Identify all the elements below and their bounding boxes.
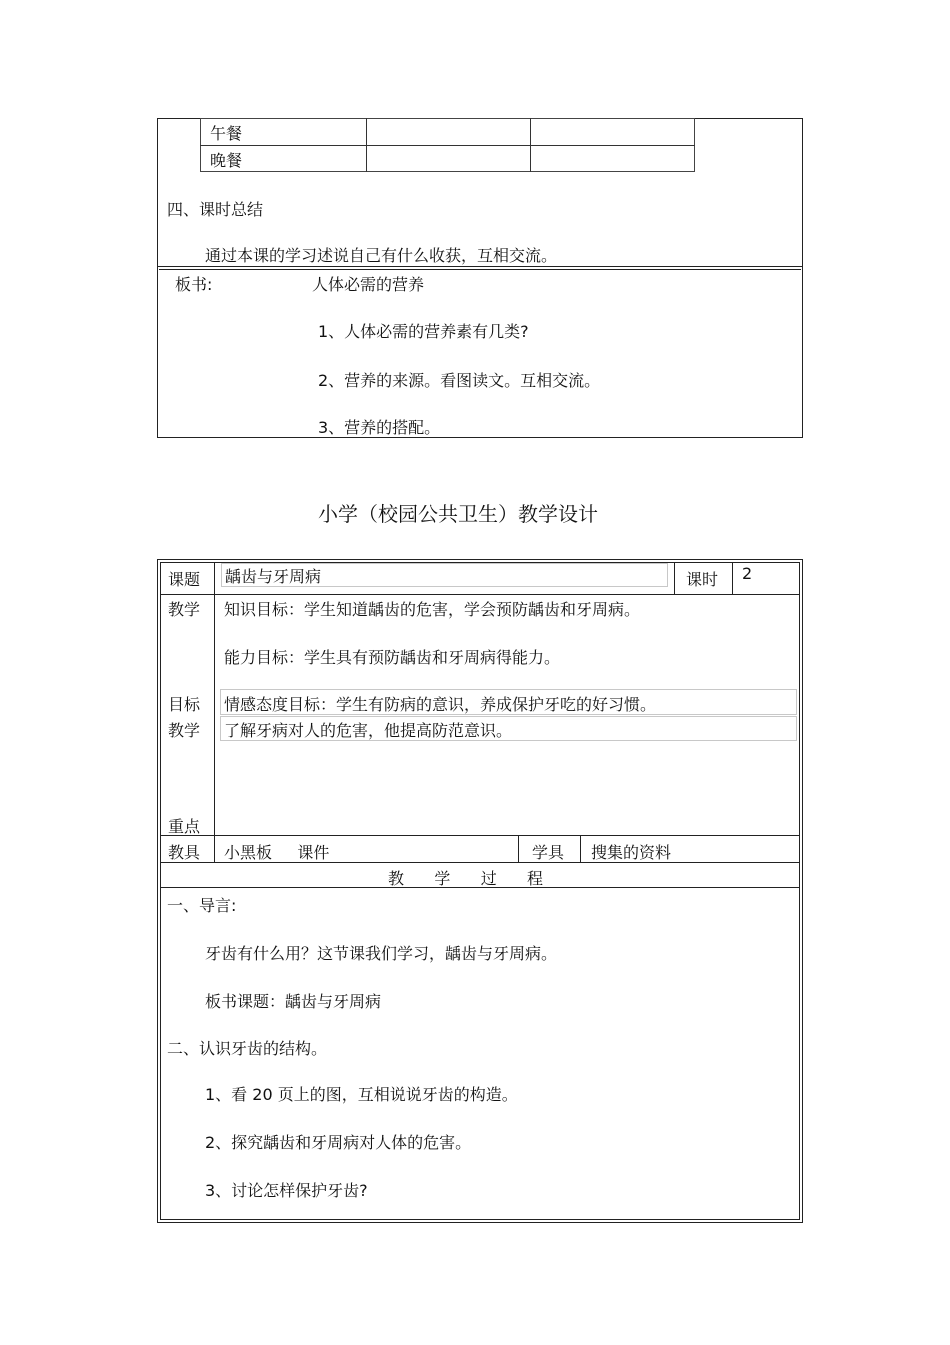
- process-step-3: 3、讨论怎样保护牙齿?: [205, 1181, 368, 1200]
- student-tools-label: 学具: [532, 843, 565, 862]
- board-topic: 板书课题：龋齿与牙周病: [205, 992, 382, 1011]
- summary-heading: 四、课时总结: [167, 200, 264, 219]
- intro-text: 牙齿有什么用？这节课我们学习，龋齿与牙周病。: [205, 944, 558, 963]
- goal-attitude: 情感态度目标：学生有防病的意识，养成保护牙吃的好习惯。: [224, 695, 657, 714]
- goal-ability: 能力目标：学生具有预防龋齿和牙周病得能力。: [224, 648, 561, 667]
- intro-heading: 一、导言:: [167, 896, 237, 915]
- hours-col-line-2: [732, 562, 733, 594]
- top-board-divider: [157, 266, 803, 267]
- board-title: 人体必需的营养: [312, 275, 425, 294]
- hours-label: 课时: [686, 570, 719, 589]
- board-item-2: 2、营养的来源。看图读文。互相交流。: [318, 371, 601, 390]
- focus-label-bottom: 重点: [168, 817, 201, 836]
- goals-label-top: 教学: [168, 600, 201, 619]
- meal-row-lunch: 午餐: [210, 124, 243, 143]
- section2-heading: 二、认识牙齿的结构。: [167, 1039, 328, 1058]
- tools-value: 小黑板 课件: [224, 843, 330, 862]
- process-header: 教 学 过 程: [388, 869, 546, 888]
- focus-label-top: 教学: [168, 721, 201, 740]
- topic-value: 龋齿与牙周病: [225, 567, 322, 586]
- board-item-1: 1、人体必需的营养素有几类?: [318, 322, 529, 341]
- board-item-3: 3、营养的搭配。: [318, 418, 441, 437]
- meal-col-divider-2: [530, 118, 531, 172]
- student-tools-col-line-1: [518, 835, 519, 862]
- label-col-line: [214, 562, 215, 862]
- summary-text: 通过本课的学习述说自己有什么收获，互相交流。: [205, 246, 558, 265]
- row-line-tools: [160, 835, 800, 836]
- goal-knowledge: 知识目标：学生知道龋齿的危害，学会预防龋齿和牙周病。: [224, 600, 641, 619]
- tools-label: 教具: [168, 843, 201, 862]
- focus-text: 了解牙病对人的危害，他提高防范意识。: [224, 721, 513, 740]
- meal-row-dinner: 晚餐: [210, 151, 243, 170]
- hours-col-line-1: [674, 562, 675, 594]
- top-board-divider-2: [159, 269, 801, 270]
- page-title: 小学（校园公共卫生）教学设计: [318, 502, 598, 526]
- meal-row-divider: [200, 145, 695, 146]
- row-line-topic: [160, 594, 800, 595]
- goals-label-bottom: 目标: [168, 695, 201, 714]
- topic-label: 课题: [168, 570, 201, 589]
- process-step-1: 1、看 20 页上的图，互相说说牙齿的构造。: [205, 1085, 518, 1104]
- meal-col-divider-1: [366, 118, 367, 172]
- student-tools-value: 搜集的资料: [591, 843, 672, 862]
- student-tools-col-line-2: [580, 835, 581, 862]
- board-label: 板书:: [175, 275, 213, 294]
- process-step-2: 2、探究龋齿和牙周病对人体的危害。: [205, 1133, 472, 1152]
- hours-value: 2: [742, 564, 753, 583]
